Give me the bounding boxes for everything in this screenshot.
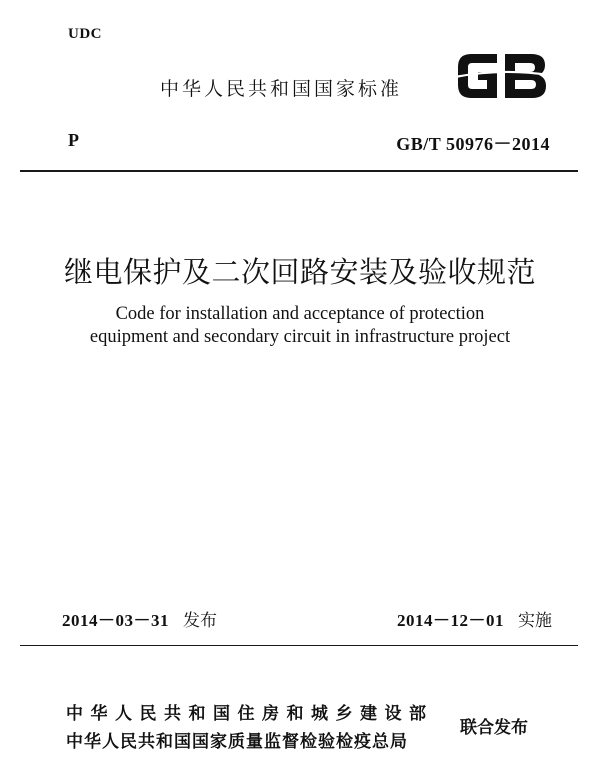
gb-logo-icon <box>453 46 551 106</box>
issue-label: 发布 <box>183 611 217 631</box>
header-divider <box>20 170 578 172</box>
issue-date: 2014－03－31 <box>62 611 169 630</box>
implement-date: 2014－12－01 <box>397 611 504 630</box>
implement-date-block <box>397 606 552 631</box>
standard-type-title: 中华人民共和国国家标准 <box>160 78 403 100</box>
implement-label: 实施 <box>518 611 552 631</box>
footer-divider <box>20 645 578 646</box>
issuer-ministry: 中华人民共和国住房和城乡建设部 <box>66 704 434 724</box>
issuer-aqsiq: 中华人民共和国国家质量监督检验检疫总局 <box>66 732 408 752</box>
document-title-en <box>0 303 600 349</box>
document-title-zh: 继电保护及二次回路安装及验收规范 <box>63 255 536 289</box>
udc-label: UDC <box>68 26 102 42</box>
category-code: P <box>68 130 79 150</box>
standard-number: GB/T 50976－2014 <box>396 134 550 154</box>
document-title-en-line1: Code for installation and acceptance of protection <box>115 304 485 324</box>
document-title-en-line2: equipment and secondary circuit in infrastructure project <box>89 327 511 347</box>
joint-issue-label: 联合发布 <box>460 718 528 738</box>
issue-date-block <box>62 606 217 631</box>
